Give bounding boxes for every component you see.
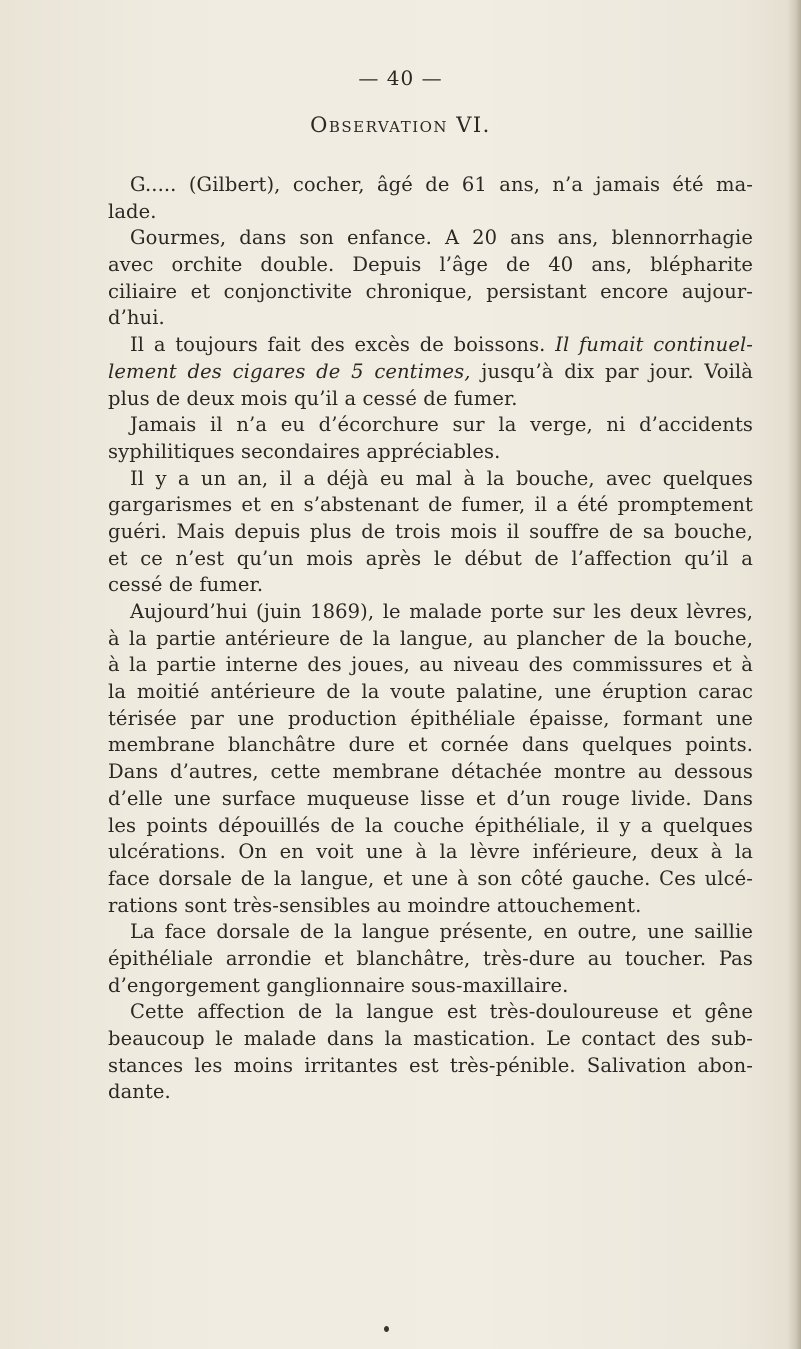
- line-text: G..... (Gilbert), cocher, âgé de 61 ans, n’a jamais été ma-: [130, 173, 753, 196]
- text-line: [108, 466, 753, 493]
- line-text: Il a toujours fait des excès de boissons.: [130, 333, 556, 357]
- text-line: [108, 999, 753, 1026]
- text-line: [108, 973, 753, 1000]
- text-line: [108, 1053, 753, 1080]
- text-line: [108, 732, 753, 759]
- text-line: [108, 893, 753, 920]
- paragraph: [108, 225, 753, 332]
- paragraph: [108, 412, 753, 465]
- line-text: Gourmes, dans son enfance. A 20 ans ans, blennorrhagie: [130, 226, 753, 250]
- text-line: [108, 252, 753, 279]
- line-text: Cette affection de la langue est très-douloureuse et gêne: [130, 1000, 753, 1024]
- text-line: [108, 359, 753, 386]
- text-line: [108, 1026, 753, 1053]
- page-edge-shadow: [787, 0, 801, 1349]
- text-line: [108, 1079, 753, 1106]
- text-line: [108, 199, 753, 226]
- line-text: guéri. Mais depuis plus de trois mois il souffre de sa bouche,: [108, 519, 753, 543]
- line-text: térisée par une production épithéliale épaisse, formant une: [108, 706, 753, 730]
- text-line: [108, 626, 753, 653]
- paragraph: [108, 332, 753, 412]
- line-text: à la partie interne des joues, au niveau des commissures et à: [108, 653, 753, 677]
- text-line: [108, 412, 753, 439]
- text-line: [108, 386, 753, 413]
- line-text: jusqu’à dix par jour. Voilà: [470, 359, 753, 383]
- text-line: [108, 946, 753, 973]
- body-text: [108, 172, 753, 1106]
- text-line: [108, 519, 753, 546]
- line-text: épithéliale arrondie et blanchâtre, très-dure au toucher. Pas: [108, 946, 753, 970]
- page-number: — 40 —: [358, 66, 443, 90]
- observation-title: Observation VI.: [310, 113, 491, 137]
- line-text: ciliaire et conjonctivite chronique, persistant encore aujour-: [108, 279, 753, 303]
- text-line: [108, 225, 753, 252]
- text-line: [108, 759, 753, 786]
- line-text: stances les moins irritantes est très-pénible. Salivation abon-: [108, 1053, 753, 1077]
- paragraph: [108, 466, 753, 599]
- line-text: lade.: [108, 199, 157, 223]
- text-line: [108, 572, 753, 599]
- line-text: la moitié antérieure de la voute palatine, une éruption carac: [108, 680, 753, 704]
- paragraph: [108, 999, 753, 1106]
- paragraph: [108, 172, 753, 225]
- text-line: [108, 439, 753, 466]
- text-line: [108, 866, 753, 893]
- line-text: gargarismes et en s’abstenant de fumer, il a été promptement: [108, 493, 753, 517]
- line-text: avec orchite double. Depuis l’âge de 40 ans, blépharite: [108, 253, 753, 277]
- line-text: La face dorsale de la langue présente, en outre, une saillie: [130, 920, 753, 944]
- text-line: [108, 599, 753, 626]
- text-line: [108, 652, 753, 679]
- text-line: [108, 279, 753, 306]
- text-line: [108, 813, 753, 840]
- line-text: face dorsale de la langue, et une à son côté gauche. Ces ulcé-: [108, 866, 753, 890]
- line-text: membrane blanchâtre dure et cornée dans quelques points.: [108, 733, 753, 757]
- text-line: [108, 679, 753, 706]
- line-text: cessé de fumer.: [108, 573, 264, 597]
- italic-text: lement des cigares de 5 centimes,: [108, 359, 471, 383]
- text-line: [108, 492, 753, 519]
- line-text: Il y a un an, il a déjà eu mal à la bouche, avec quelques: [130, 466, 753, 490]
- line-text: Aujourd’hui (juin 1869), le malade porte sur les deux lèvres,: [130, 600, 753, 623]
- line-text: d’hui.: [108, 306, 165, 330]
- text-line: [108, 919, 753, 946]
- line-text: dante.: [108, 1080, 171, 1104]
- line-text: beaucoup le malade dans la mastication. Le contact des sub-: [108, 1027, 753, 1050]
- line-text: les points dépouillés de la couche épithéliale, il y a quelques: [108, 813, 753, 837]
- text-line: [108, 172, 753, 199]
- line-text: ulcérations. On en voit une à la lèvre inférieure, deux à la: [108, 840, 753, 864]
- text-line: [108, 839, 753, 866]
- paragraph: [108, 919, 753, 999]
- line-text: à la partie antérieure de la langue, au plancher de la bouche,: [108, 626, 753, 650]
- text-line: [108, 786, 753, 813]
- line-text: Dans d’autres, cette membrane détachée montre au dessous: [108, 760, 753, 784]
- line-text: Jamais il n’a eu d’écorchure sur la verge, ni d’accidents: [130, 413, 753, 437]
- text-line: [108, 332, 753, 359]
- text-line: [108, 305, 753, 332]
- line-text: d’elle une surface muqueuse lisse et d’un rouge livide. Dans: [108, 786, 753, 810]
- paragraph: [108, 599, 753, 919]
- line-text: et ce n’est qu’un mois après le début de l’affection qu’il a: [108, 546, 753, 570]
- text-line: [108, 706, 753, 733]
- line-text: rations sont très-sensibles au moindre attouchement.: [108, 893, 642, 917]
- text-line: [108, 546, 753, 573]
- line-text: syphilitiques secondaires appréciables.: [108, 439, 501, 463]
- line-text: d’engorgement ganglionnaire sous-maxillaire.: [108, 973, 569, 997]
- italic-text: Il fumait continuel-: [555, 333, 753, 357]
- line-text: plus de deux mois qu’il a cessé de fumer.: [108, 386, 518, 410]
- ink-speck: [384, 1326, 389, 1332]
